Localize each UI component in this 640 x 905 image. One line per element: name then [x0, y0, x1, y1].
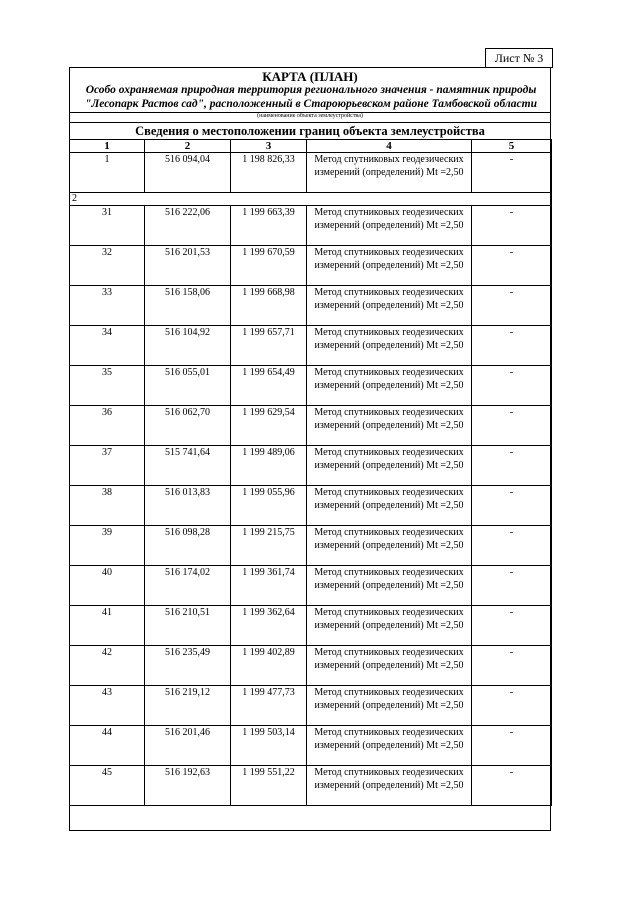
table-row — [70, 326, 552, 366]
table-row — [70, 406, 552, 446]
note-cell: - — [472, 606, 552, 646]
column-header: 3 — [231, 140, 307, 153]
determination-method: Метод спутниковых геодезических измерений (определений) Mt =2,50 — [307, 286, 472, 326]
contour-number: 2 — [70, 193, 552, 206]
table-row — [70, 726, 552, 766]
coordinate-y: 1 199 362,64 — [231, 606, 307, 646]
coordinate-x: 516 104,92 — [145, 326, 231, 366]
point-number: 41 — [70, 606, 145, 646]
determination-method: Метод спутниковых геодезических измерений (определений) Mt =2,50 — [307, 686, 472, 726]
determination-method: Метод спутниковых геодезических измерений (определений) Mt =2,50 — [307, 646, 472, 686]
note-cell: - — [472, 646, 552, 686]
point-number: 42 — [70, 646, 145, 686]
column-header: 5 — [472, 140, 552, 153]
coordinate-y: 1 199 361,74 — [231, 566, 307, 606]
note-cell: - — [472, 486, 552, 526]
point-number: 39 — [70, 526, 145, 566]
point-number: 32 — [70, 246, 145, 286]
table-row — [70, 486, 552, 526]
object-name: Особо охраняемая природная территория регионального значения - памятник природы "Лесопарк Растов сад", расположенный в Староюрьевском районе Тамбовской области — [84, 84, 537, 110]
coordinate-y: 1 199 663,39 — [231, 206, 307, 246]
determination-method: Метод спутниковых геодезических измерений (определений) Mt =2,50 — [307, 206, 472, 246]
table-row — [70, 246, 552, 286]
coordinate-x: 516 055,01 — [145, 366, 231, 406]
point-number: 43 — [70, 686, 145, 726]
point-number: 37 — [70, 446, 145, 486]
boundary-points-table — [69, 139, 552, 806]
note-cell: - — [472, 286, 552, 326]
object-name-caption: (наименование объекта землеустройства) — [257, 113, 363, 119]
coordinate-x: 516 192,63 — [145, 766, 231, 806]
coordinate-y: 1 199 629,54 — [231, 406, 307, 446]
coordinate-x: 516 174,02 — [145, 566, 231, 606]
determination-method: Метод спутниковых геодезических измерений (определений) Mt =2,50 — [307, 366, 472, 406]
table-row — [70, 206, 552, 246]
note-cell: - — [472, 246, 552, 286]
coordinate-x: 516 201,46 — [145, 726, 231, 766]
document-title: КАРТА (ПЛАН) — [262, 69, 358, 84]
table-row — [70, 446, 552, 486]
note-cell: - — [472, 566, 552, 606]
coordinate-y: 1 199 489,06 — [231, 446, 307, 486]
coordinate-x: 516 098,28 — [145, 526, 231, 566]
coordinate-x: 516 062,70 — [145, 406, 231, 446]
note-cell: - — [472, 446, 552, 486]
section-title: Сведения о местоположении границ объекта землеустройства — [135, 124, 485, 138]
coordinate-y: 1 199 657,71 — [231, 326, 307, 366]
point-number: 33 — [70, 286, 145, 326]
table-row — [70, 606, 552, 646]
table-row — [70, 766, 552, 806]
note-cell: - — [472, 206, 552, 246]
point-number: 1 — [70, 153, 145, 193]
point-number: 38 — [70, 486, 145, 526]
note-cell: - — [472, 686, 552, 726]
column-header: 2 — [145, 140, 231, 153]
note-cell: - — [472, 366, 552, 406]
note-cell: - — [472, 153, 552, 193]
document-frame — [69, 67, 551, 831]
coordinate-y: 1 199 402,89 — [231, 646, 307, 686]
determination-method: Метод спутниковых геодезических измерений (определений) Mt =2,50 — [307, 606, 472, 646]
determination-method: Метод спутниковых геодезических измерений (определений) Mt =2,50 — [307, 726, 472, 766]
coordinate-y: 1 199 670,59 — [231, 246, 307, 286]
point-number: 45 — [70, 766, 145, 806]
table-row — [70, 286, 552, 326]
note-cell: - — [472, 406, 552, 446]
point-number: 34 — [70, 326, 145, 366]
point-number: 36 — [70, 406, 145, 446]
coordinate-x: 516 219,12 — [145, 686, 231, 726]
coordinate-y: 1 199 215,75 — [231, 526, 307, 566]
coordinate-y: 1 199 654,49 — [231, 366, 307, 406]
coordinate-x: 515 741,64 — [145, 446, 231, 486]
point-number: 31 — [70, 206, 145, 246]
coordinate-x: 516 222,06 — [145, 206, 231, 246]
coordinate-y: 1 199 477,73 — [231, 686, 307, 726]
point-number: 35 — [70, 366, 145, 406]
note-cell: - — [472, 326, 552, 366]
coordinate-y: 1 198 826,33 — [231, 153, 307, 193]
table-row — [70, 366, 552, 406]
coordinate-x: 516 013,83 — [145, 486, 231, 526]
determination-method: Метод спутниковых геодезических измерений (определений) Mt =2,50 — [307, 153, 472, 193]
coordinate-y: 1 199 503,14 — [231, 726, 307, 766]
table-row — [70, 566, 552, 606]
point-number: 40 — [70, 566, 145, 606]
coordinate-x: 516 094,04 — [145, 153, 231, 193]
column-header: 1 — [70, 140, 145, 153]
table-row — [70, 686, 552, 726]
point-number: 44 — [70, 726, 145, 766]
note-cell: - — [472, 526, 552, 566]
coordinate-x: 516 210,51 — [145, 606, 231, 646]
determination-method: Метод спутниковых геодезических измерений (определений) Mt =2,50 — [307, 566, 472, 606]
determination-method: Метод спутниковых геодезических измерений (определений) Mt =2,50 — [307, 486, 472, 526]
coordinate-y: 1 199 055,96 — [231, 486, 307, 526]
determination-method: Метод спутниковых геодезических измерений (определений) Mt =2,50 — [307, 446, 472, 486]
coordinate-x: 516 201,53 — [145, 246, 231, 286]
note-cell: - — [472, 726, 552, 766]
table-header-row — [70, 140, 552, 153]
note-cell: - — [472, 766, 552, 806]
determination-method: Метод спутниковых геодезических измерений (определений) Mt =2,50 — [307, 766, 472, 806]
determination-method: Метод спутниковых геодезических измерений (определений) Mt =2,50 — [307, 326, 472, 366]
coordinate-y: 1 199 551,22 — [231, 766, 307, 806]
column-header: 4 — [307, 140, 472, 153]
header-divider — [70, 122, 550, 123]
table-row — [70, 153, 552, 193]
table-row — [70, 646, 552, 686]
coordinate-y: 1 199 668,98 — [231, 286, 307, 326]
contour-group-row — [70, 193, 552, 206]
sheet-number-label: Лист № 3 — [485, 48, 553, 68]
coordinate-x: 516 158,06 — [145, 286, 231, 326]
table-row — [70, 526, 552, 566]
determination-method: Метод спутниковых геодезических измерений (определений) Mt =2,50 — [307, 406, 472, 446]
determination-method: Метод спутниковых геодезических измерений (определений) Mt =2,50 — [307, 246, 472, 286]
determination-method: Метод спутниковых геодезических измерений (определений) Mt =2,50 — [307, 526, 472, 566]
coordinate-x: 516 235,49 — [145, 646, 231, 686]
